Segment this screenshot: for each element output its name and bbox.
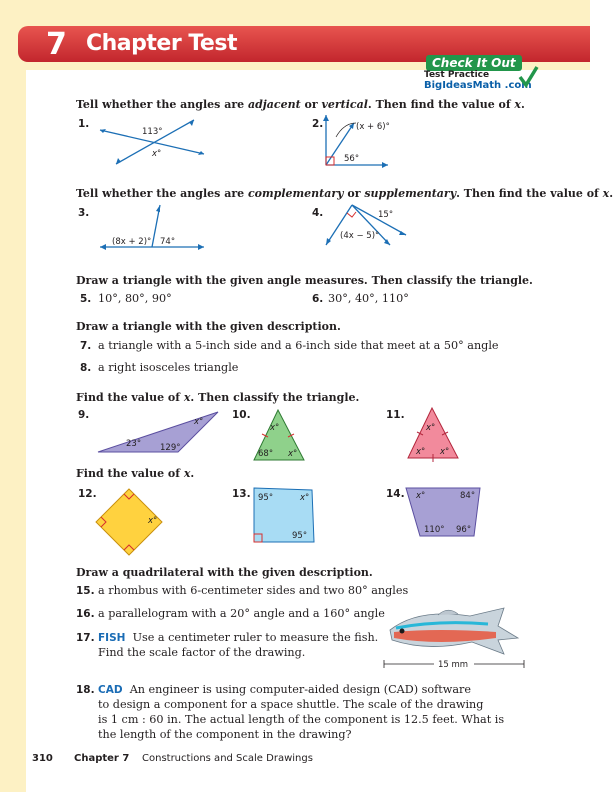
angle-label: 95° xyxy=(292,531,308,541)
badge-link[interactable]: BigIdeasMath .com xyxy=(424,80,532,91)
problem-text-line: to design a component for a space shuttle. The scale of the drawing xyxy=(98,698,484,711)
heading-text: . xyxy=(190,467,195,480)
heading-variable: x xyxy=(183,391,191,404)
angle-label: 129° xyxy=(160,443,181,453)
badge-subtitle: Test Practice xyxy=(424,70,490,80)
problem-text-line xyxy=(98,683,471,696)
problem-text: a triangle with a 5-inch side and a 6-inch side that meet at a 50° angle xyxy=(98,339,499,352)
section-heading-find-x xyxy=(76,467,194,480)
angle-label: 15° xyxy=(378,210,394,220)
angle-label: x° xyxy=(270,423,280,433)
heading-variable: x xyxy=(183,467,191,480)
angle-label: 110° xyxy=(424,525,445,535)
problem-number: 4. xyxy=(312,207,324,219)
problem-number: 1. xyxy=(78,118,90,130)
figure-complementary-rays xyxy=(320,201,410,256)
heading-text: . xyxy=(609,187,613,200)
problem-number: 3. xyxy=(78,207,90,219)
angle-label: 74° xyxy=(160,237,176,247)
figure-quadrilateral-blue xyxy=(250,486,320,546)
figure-obtuse-triangle xyxy=(94,408,224,458)
check-it-out-badge[interactable] xyxy=(420,55,538,91)
angle-label: x° xyxy=(288,449,298,459)
angle-label: (x + 6)° xyxy=(356,122,390,132)
problem-number: 17. xyxy=(76,632,95,644)
problem-number: 5. xyxy=(80,293,92,305)
badge-title: Check It Out xyxy=(426,55,522,71)
heading-text: or xyxy=(300,98,322,111)
angle-label: x° xyxy=(300,493,310,503)
heading-term: supplementary xyxy=(364,187,457,200)
footer-title: Constructions and Scale Drawings xyxy=(142,753,313,764)
problem-number: 16. xyxy=(76,608,95,620)
angle-label: (4x − 5)° xyxy=(340,231,380,241)
problem-text: 30°, 40°, 110° xyxy=(328,292,409,305)
angle-label: 113° xyxy=(142,127,163,137)
problem-text: a rhombus with 6-centimeter sides and two 80° angles xyxy=(98,584,409,597)
problem-tag: CAD xyxy=(98,684,123,696)
figure-intersecting-lines xyxy=(98,118,208,168)
angle-label: 95° xyxy=(258,493,274,503)
fish-illustration xyxy=(378,602,528,672)
angle-label: x° xyxy=(148,516,158,526)
angle-label: x° xyxy=(426,423,436,433)
section-heading-triangle-angles: Draw a triangle with the given angle measures. Then classify the triangle. xyxy=(76,274,533,287)
angle-label: 84° xyxy=(460,491,476,501)
page-title: Chapter Test xyxy=(86,31,237,56)
angle-label: x° xyxy=(152,149,162,159)
heading-text: Tell whether the angles are xyxy=(76,98,248,111)
problem-number: 6. xyxy=(312,293,324,305)
figure-linear-pair xyxy=(98,203,208,253)
angle-label: 68° xyxy=(258,449,274,459)
angle-label: x° xyxy=(416,447,426,457)
footer-chapter: Chapter 7 xyxy=(74,753,130,764)
section-heading-adjacent-vertical xyxy=(76,98,525,111)
problem-text: a parallelogram with a 20° angle and a 160° angle xyxy=(98,607,385,620)
heading-text: . Then classify the triangle. xyxy=(190,391,360,404)
heading-variable: x xyxy=(602,187,610,200)
problem-number: 8. xyxy=(80,362,92,374)
problem-number: 14. xyxy=(386,488,405,500)
figure-quadrilateral-purple xyxy=(404,486,484,541)
heading-text: Tell whether the angles are xyxy=(76,187,248,200)
problem-number: 18. xyxy=(76,684,95,696)
page-number: 310 xyxy=(32,753,53,764)
angle-label: (8x + 2)° xyxy=(112,237,152,247)
section-heading-quadrilateral: Draw a quadrilateral with the given description. xyxy=(76,566,373,579)
problem-text: 10°, 80°, 90° xyxy=(98,292,172,305)
problem-text: An engineer is using computer-aided design (CAD) software xyxy=(129,683,471,696)
heading-text: . Then find the value of xyxy=(456,187,603,200)
angle-label: x° xyxy=(440,447,450,457)
figure-isosceles-triangle xyxy=(250,408,310,463)
problem-text: Use a centimeter ruler to measure the fish. xyxy=(132,631,379,644)
chapter-number: 7 xyxy=(46,27,67,62)
section-heading-classify-triangle xyxy=(76,391,359,404)
section-heading-complementary-supplementary xyxy=(76,187,613,200)
problem-number: 7. xyxy=(80,340,92,352)
heading-text: Find the value of xyxy=(76,391,184,404)
page-edge xyxy=(590,0,612,792)
problem-number: 2. xyxy=(312,118,324,130)
figure-equilateral-triangle xyxy=(402,406,462,461)
angle-label: 56° xyxy=(344,154,360,164)
problem-text-line: the length of the component in the drawing? xyxy=(98,728,352,741)
problem-number: 10. xyxy=(232,409,251,421)
figure-square xyxy=(94,487,164,557)
heading-variable: x xyxy=(514,98,521,111)
problem-tag: FISH xyxy=(98,632,126,644)
heading-term: adjacent xyxy=(247,98,301,111)
angle-label: 23° xyxy=(126,439,142,449)
heading-text: . Then find the value of xyxy=(367,98,515,111)
heading-text: . xyxy=(520,98,525,111)
problem-text-line: Find the scale factor of the drawing. xyxy=(98,646,306,659)
problem-text: a right isosceles triangle xyxy=(98,361,239,374)
problem-text-line xyxy=(98,631,378,644)
scale-label: 15 mm xyxy=(438,660,469,670)
problem-text-line: is 1 cm : 60 in. The actual length of the component is 12.5 feet. What is xyxy=(98,713,505,726)
checkmark-icon xyxy=(518,67,538,89)
heading-term: complementary xyxy=(247,187,344,200)
angle-label: x° xyxy=(194,417,204,427)
problem-number: 12. xyxy=(78,488,97,500)
heading-text: Find the value of xyxy=(76,467,184,480)
problem-number: 9. xyxy=(78,409,90,421)
problem-number: 15. xyxy=(76,585,95,597)
angle-label: 96° xyxy=(456,525,472,535)
problem-number: 11. xyxy=(386,409,405,421)
heading-term: vertical xyxy=(321,98,368,111)
section-heading-triangle-description: Draw a triangle with the given description. xyxy=(76,320,341,333)
figure-right-angle-rays xyxy=(322,113,402,168)
angle-label: x° xyxy=(416,491,426,501)
problem-number: 13. xyxy=(232,488,251,500)
heading-text: or xyxy=(343,187,365,200)
